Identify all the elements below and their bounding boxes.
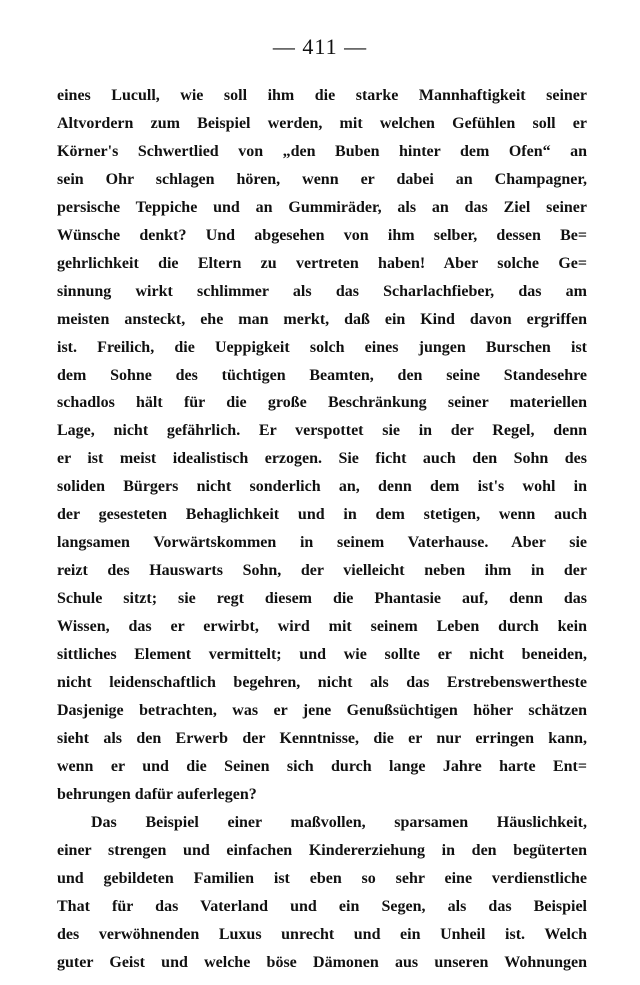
text-line: und gebildeten Familien ist eben so sehr eine verdienstliche — [57, 869, 587, 887]
text-line: schadlos hält für die große Beschränkung seiner materiellen — [57, 394, 587, 412]
text-line: einer strengen und einfachen Kindererziehung in den begüterten — [57, 841, 587, 859]
text-line: Wissen, das er erwirbt, wird mit seinem Leben durch kein — [57, 618, 587, 636]
text-line: persische Teppiche und an Gummiräder, als an das Ziel seiner — [57, 198, 587, 216]
text-line: That für das Vaterland und ein Segen, als das Beispiel — [57, 897, 587, 915]
text-line: guter Geist und welche böse Dämonen aus unseren Wohnungen — [57, 953, 587, 971]
text-line: meisten ansteckt, ehe man merkt, daß ein Kind davon ergriffen — [57, 310, 587, 328]
text-line: Körner's Schwertlied von „den Buben hinter dem Ofen“ an — [57, 142, 587, 160]
text-line: ist. Freilich, die Ueppigkeit solch eines jungen Burschen ist — [57, 338, 587, 356]
text-line: Lage, nicht gefährlich. Er verspottet sie in der Regel, denn — [57, 422, 587, 440]
text-line: eines Lucull, wie soll ihm die starke Mannhaftigkeit seiner — [57, 87, 587, 104]
text-line: reizt des Hauswarts Sohn, der vielleicht neben ihm in der — [57, 562, 587, 580]
text-line: Das Beispiel einer maßvollen, sparsamen Häuslichkeit, — [91, 813, 587, 831]
text-line: sittliches Element vermittelt; und wie sollte er nicht beneiden, — [57, 646, 587, 664]
text-line: Schule sitzt; sie regt diesem die Phantasie auf, denn das — [57, 590, 587, 608]
text-line: sieht als den Erwerb der Kenntnisse, die er nur erringen kann, — [57, 729, 587, 747]
body-text — [57, 82, 587, 977]
text-line: sinnung wirkt schlimmer als das Scharlachfieber, das am — [57, 282, 587, 300]
page-number: — 411 — — [272, 34, 368, 59]
text-line: des verwöhnenden Luxus unrecht und ein Unheil ist. Welch — [57, 925, 587, 943]
text-line: wenn er und die Seinen sich durch lange Jahre harte Ent= — [57, 757, 587, 775]
text-line: soliden Bürgers nicht sonderlich an, denn dem ist's wohl in — [57, 478, 587, 496]
text-line: der gesesteten Behaglichkeit und in dem stetigen, wenn auch — [57, 506, 587, 524]
text-line: Wünsche denkt? Und abgesehen von ihm selber, dessen Be= — [57, 226, 587, 244]
text-line: Altvordern zum Beispiel werden, mit welchen Gefühlen soll er — [57, 114, 587, 132]
text-line: langsamen Vorwärtskommen in seinem Vaterhause. Aber sie — [57, 534, 587, 552]
text-line: behrungen dafür auferlegen? — [57, 785, 257, 803]
text-line: sein Ohr schlagen hören, wenn er dabei an Champagner, — [57, 170, 587, 188]
text-line: er ist meist idealistisch erzogen. Sie ficht auch den Sohn des — [57, 450, 587, 468]
text-line: dem Sohne des tüchtigen Beamten, den seine Standesehre — [57, 366, 587, 384]
text-line: nicht leidenschaftlich begehren, nicht als das Erstrebenswertheste — [57, 674, 587, 692]
text-line: Dasjenige betrachten, was er jene Genußsüchtigen höher schätzen — [57, 701, 587, 719]
text-line: gehrlichkeit die Eltern zu vertreten haben! Aber solche Ge= — [57, 254, 587, 272]
